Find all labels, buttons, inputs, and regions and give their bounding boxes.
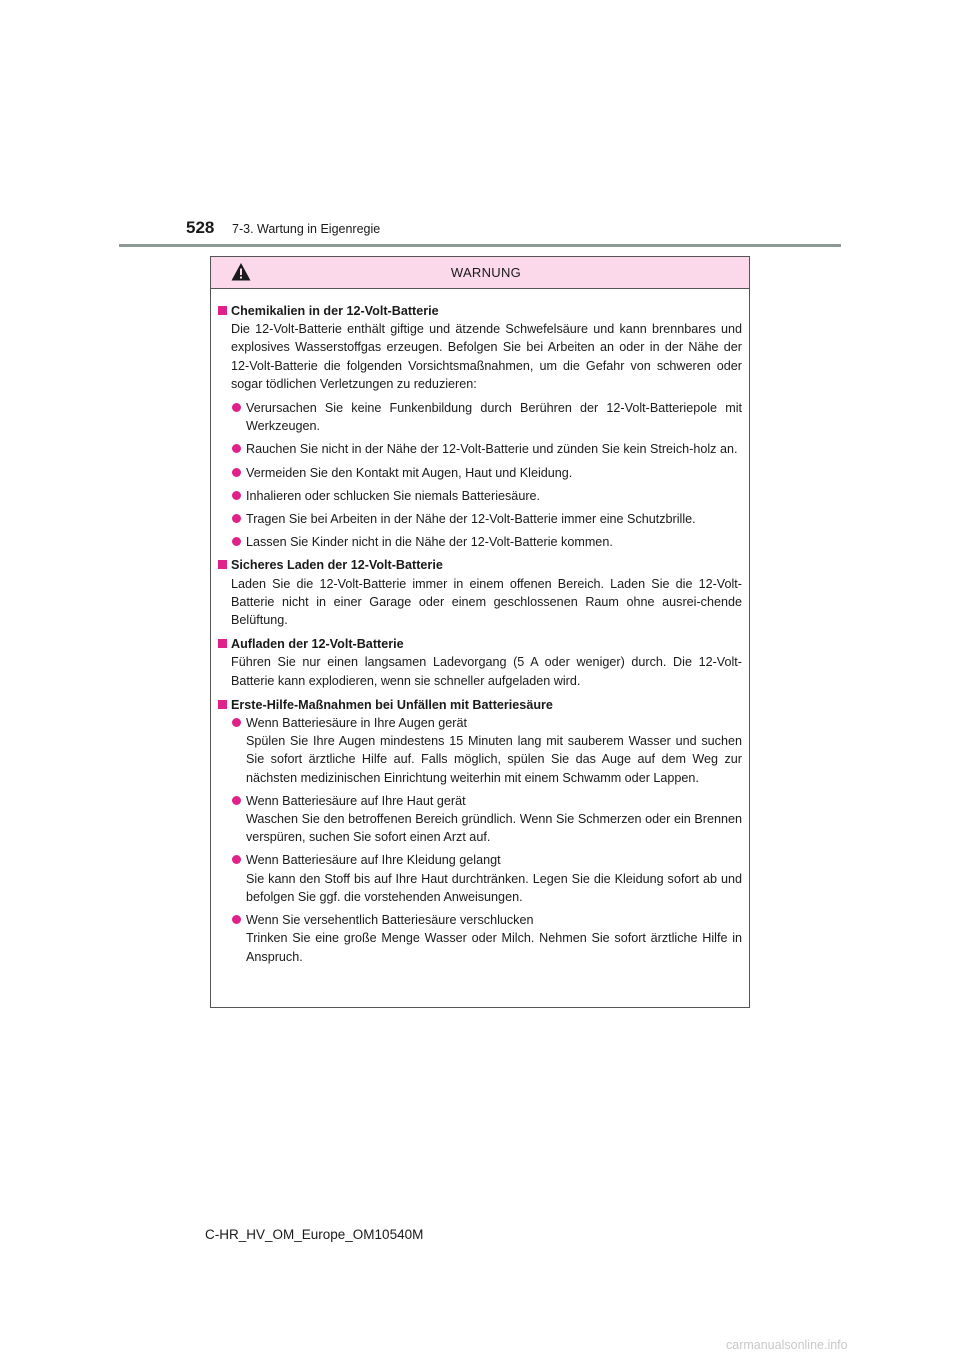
round-bullet-icon [232,514,241,523]
round-bullet-icon [232,855,241,864]
warning-triangle-icon [231,262,251,282]
list-item: Wenn Batteriesäure auf Ihre Haut gerät Waschen Sie den betroffenen Bereich gründlich. Wenn Sie Schmerzen oder ein Brennen verspüren, suchen Sie sofort einen Arzt auf. [231,792,742,847]
round-bullet-icon [232,468,241,477]
round-bullet-icon [232,403,241,412]
warning-section-chemicals [218,302,742,551]
list-item: Inhalieren oder schlucken Sie niemals Batteriesäure. [231,487,742,505]
warning-header [211,257,749,289]
page-header [0,214,960,248]
header-rule [119,244,841,247]
square-bullet-icon [218,639,227,648]
section-title: 7-3. Wartung in Eigenregie [232,222,381,236]
list-item: Wenn Sie versehentlich Batteriesäure verschlucken Trinken Sie eine große Menge Wasser oder Milch. Nehmen Sie sofort ärztliche Hilfe in Anspruch. [231,911,742,966]
list-item: Verursachen Sie keine Funkenbildung durch Berühren der 12-Volt-Batteriepole mit Werkzeugen. [231,399,742,435]
section-heading: Erste-Hilfe-Maßnahmen bei Unfällen mit Batteriesäure [218,696,742,714]
round-bullet-icon [232,491,241,500]
warning-body [211,289,749,966]
warning-section-first-aid [218,696,742,966]
list-item: Wenn Batteriesäure in Ihre Augen gerät Spülen Sie Ihre Augen mindestens 15 Minuten lang mit sauberem Wasser und suchen Sie sofort ärztliche Hilfe auf. Falls möglich, spülen Sie das Auge auf dem Weg zur nächsten medizinischen Einrichtung weiterhin mit einem Schwamm oder Lappen. [231,714,742,787]
watermark: carmanualsonline.info [726,1338,848,1352]
section-paragraph: Laden Sie die 12-Volt-Batterie immer in einem offenen Bereich. Laden Sie die 12-Volt-Batterie nicht in einer Garage oder einem geschlossenen Raum ohne ausrei-chende Belüftung. [231,576,742,628]
list-item: Vermeiden Sie den Kontakt mit Augen, Haut und Kleidung. [231,464,742,482]
document-code: C-HR_HV_OM_Europe_OM10540M [205,1227,424,1242]
square-bullet-icon [218,306,227,315]
round-bullet-icon [232,444,241,453]
round-bullet-icon [232,718,241,727]
round-bullet-icon [232,537,241,546]
section-paragraph: Führen Sie nur einen langsamen Ladevorgang (5 A oder weniger) durch. Die 12-Volt-Batterie kann explodieren, wenn sie schneller aufgeladen wird. [231,655,742,688]
square-bullet-icon [218,700,227,709]
square-bullet-icon [218,560,227,569]
list-item: Wenn Batteriesäure auf Ihre Kleidung gelangt Sie kann den Stoff bis auf Ihre Haut durchtränken. Legen Sie die Kleidung sofort ab und befolgen Sie ggf. die vorstehenden Anweisungen. [231,851,742,906]
section-heading: Sicheres Laden der 12-Volt-Batterie [218,556,742,574]
warning-section-safe-charging [218,556,742,629]
list-item: Lassen Sie Kinder nicht in die Nähe der 12-Volt-Batterie kommen. [231,533,742,551]
warning-section-charging [218,635,742,690]
section-heading: Aufladen der 12-Volt-Batterie [218,635,742,653]
page-number: 528 [186,218,215,237]
list-item: Rauchen Sie nicht in der Nähe der 12-Volt-Batterie und zünden Sie kein Streich-holz an. [231,440,742,458]
round-bullet-icon [232,796,241,805]
round-bullet-icon [232,915,241,924]
warning-title: WARNUNG [450,265,522,280]
warning-box [210,256,750,1008]
list-item: Tragen Sie bei Arbeiten in der Nähe der 12-Volt-Batterie immer eine Schutzbrille. [231,510,742,528]
section-heading: Chemikalien in der 12-Volt-Batterie [218,302,742,320]
section-paragraph: Die 12-Volt-Batterie enthält giftige und ätzende Schwefelsäure und kann brennbares und explosives Wasserstoffgas erzeugen. Befolgen Sie bei Arbeiten an oder in der Nähe der 12-Volt-Batterie die folgenden Vorsichtsmaßnahmen, um die Gefahr von schweren oder sogar tödlichen Verletzungen zu reduzieren: [231,322,742,391]
